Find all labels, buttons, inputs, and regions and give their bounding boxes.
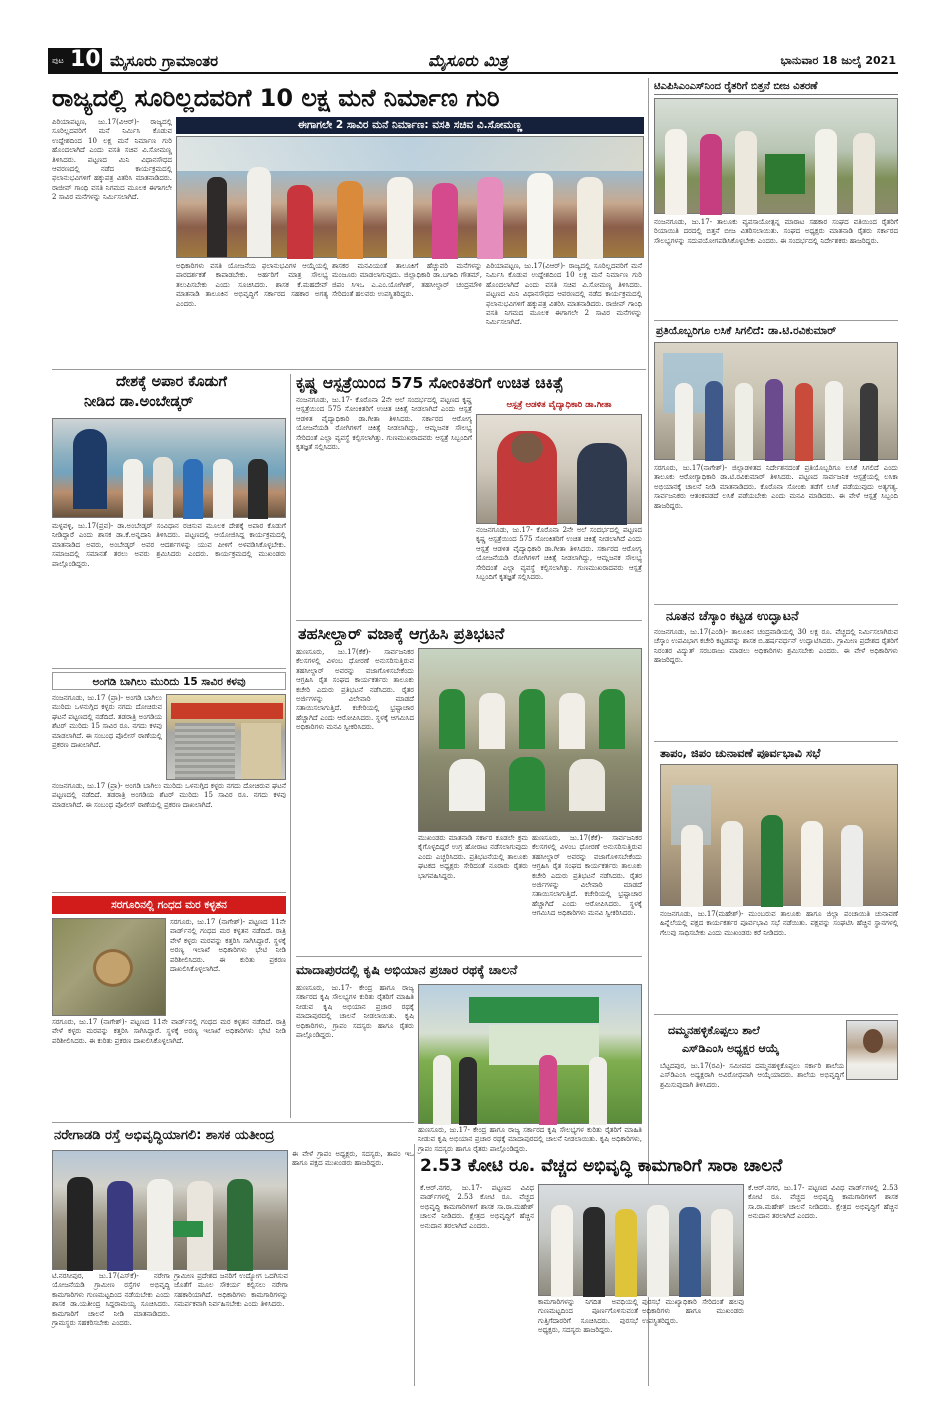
theft-body-b: ನಂಜನಗೂಡು, ಜು.17 (ಪ್ರಾ)- ಅಂಗಡಿ ಬಾಗಿಲು ಮುರಿದು ಒಳನುಗ್ಗಿದ ಕಳ್ಳರು ನಗದು ದೋಚಿರುವ ಘಟನೆ ಪಟ್ಟಣದಲ್ಲಿ ನಡೆದಿದೆ. ತಡರಾತ್ರಿ ಅಂಗಡಿಯ ಶೆಟರ್ ಮುರಿದು 15 ಸಾವಿರ ರೂ. ನಗದು ಕಳವು ಮಾಡಲಾಗಿದೆ. ಈ ಸಂಬಂಧ ಪೊಲೀಸ್ ಠಾಣೆಯಲ್ಲಿ ಪ್ರಕರಣ ದಾಖಲಾಗಿದೆ. [52, 782, 286, 809]
chaskam-body: ನಂಜನಗೂಡು, ಜು.17(ಎಂಡಿ)- ತಾಲೂಕಿನ ಚಂದ್ರವಾಡಿಯಲ್ಲಿ 30 ಲಕ್ಷ ರೂ. ವೆಚ್ಚದಲ್ಲಿ ನಿರ್ಮಿಸಲಾಗಿರುವ ಚೆಸ್ಕಾಂ ಉಪವಿಭಾಗ ಕಚೇರಿ ಕಟ್ಟಡವನ್ನು ಶಾಸಕ ಬಿ.ಹರ್ಷವರ್ಧನ್ ಉದ್ಘಾಟಿಸಿದರು. ಗ್ರಾಮೀಣ ಪ್ರದೇಶದ ರೈತರಿಗೆ ನಿರಂತರ ವಿದ್ಯುತ್ ಸರಬರಾಜು ಮಾಡಲು ಅಧಿಕಾರಿಗಳು ಶ್ರಮಿಸಬೇಕು ಎಂದರು. ಈ ವೇಳೆ ಅಧಿಕಾರಿಗಳು ಹಾಜರಿದ್ದರು. [654, 628, 898, 665]
seeds-headline: ಟಿಎಪಿಸಿಎಂಎಸ್‌ನಿಂದ ರೈತರಿಗೆ ಬಿತ್ತನೆ ಬೀಜ ವಿತರಣೆ [654, 78, 898, 95]
tahsildar-body-b: ಮುಖಂಡರು ಮಾತನಾಡಿ ಸರ್ಕಾರ ಕೂಡಲೇ ಕ್ರಮ ಕೈಗೊಳ್ಳದಿದ್ದರೆ ಉಗ್ರ ಹೋರಾಟ ನಡೆಸಲಾಗುವುದು ಎಂದು ಎಚ್ಚರಿಸಿದರು. ಪ್ರತಿಭಟನೆಯಲ್ಲಿ ತಾಲೂಕು ಘಟಕದ ಅಧ್ಯಕ್ಷರು ಸೇರಿದಂತೆ ನೂರಾರು ರೈತರು ಭಾಗವಹಿಸಿದ್ದರು. [418, 834, 528, 880]
road-body-c: ಈ ವೇಳೆ ಗ್ರಾಪಂ ಅಧ್ಯಕ್ಷರು, ಸದಸ್ಯರು, ತಾಪಂ ಇಒ ಹಾಗೂ ಪಕ್ಷದ ಮುಖಂಡರು ಹಾಜರಿದ್ದರು. [292, 1150, 414, 1168]
ambedkar-body: ಮಳ್ಳವಳ್ಳಿ, ಜು.17(ಪ್ರವ)- ಡಾ.ಅಂಬೇಡ್ಕರ್ ಸಂವಿಧಾನ ರಚಿಸುವ ಮೂಲಕ ದೇಶಕ್ಕೆ ಅಪಾರ ಕೊಡುಗೆ ನೀಡಿದ್ದಾರೆ ಎಂದು ಶಾಸಕ ಡಾ.ಕೆ.ಅನ್ನದಾನಿ ತಿಳಿಸಿದರು. ಪಟ್ಟಣದಲ್ಲಿ ಆಯೋಜಿಸಿದ್ದ ಕಾರ್ಯಕ್ರಮದಲ್ಲಿ ಮಾತನಾಡಿದ ಅವರು, ಅಂಬೇಡ್ಕರ್ ಅವರ ಆದರ್ಶಗಳನ್ನು ಯುವ ಪೀಳಿಗೆ ಅಳವಡಿಸಿಕೊಳ್ಳಬೇಕು. ಸಮಾಜದಲ್ಲಿ ಸಮಾನತೆ ತರಲು ಅವರು ಶ್ರಮಿಸಿದರು ಎಂದರು. ಕಾರ್ಯಕ್ರಮದಲ್ಲಿ ಮುಖಂಡರು ಪಾಲ್ಗೊಂಡಿದ್ದರು. [52, 522, 286, 568]
krishi-photo [418, 984, 642, 1124]
lead-body-b: ಅಧಿಕಾರಿಗಳು ವಸತಿ ಯೋಜನೆಯ ಫಲಾನುಭವಿಗಳ ಆಯ್ಕೆಯಲ್ಲಿ ಪಾರದರ್ಶಕತೆ ಕಾಪಾಡಬೇಕು. ಅರ್ಹರಿಗೆ ಮಾತ್ರ ಸೌಲಭ್ಯ ತಲುಪಿಸಬೇಕು ಎಂದು ಸೂಚಿಸಿದರು. ಶಾಸಕ ಕೆ.ಮಹದೇವ್ ಮಾತನಾಡಿ ತಾಲೂಕಿನ ಅಭಿವೃದ್ಧಿಗೆ ಸರ್ಕಾರದ ಸಹಕಾರ ಅಗತ್ಯ ಎಂದರು. [176, 262, 328, 308]
theft-body: ನಂಜನಗೂಡು, ಜು.17 (ಪ್ರಾ)- ಅಂಗಡಿ ಬಾಗಿಲು ಮುರಿದು ಒಳನುಗ್ಗಿದ ಕಳ್ಳರು ನಗದು ದೋಚಿರುವ ಘಟನೆ ಪಟ್ಟಣದಲ್ಲಿ ನಡೆದಿದೆ. ತಡರಾತ್ರಿ ಅಂಗಡಿಯ ಶೆಟರ್ ಮುರಿದು 15 ಸಾವಿರ ರೂ. ನಗದು ಕಳವು ಮಾಡಲಾಗಿದೆ. ಈ ಸಂಬಂಧ ಪೊಲೀಸ್ ಠಾಣೆಯಲ್ಲಿ ಪ್ರಕರಣ ದಾಖಲಾಗಿದೆ. [52, 694, 162, 750]
vaccine-headline: ಪ್ರತಿಯೊಬ್ಬರಿಗೂ ಲಸಿಕೆ ಸಿಗಲಿದೆ: ಡಾ.ಟಿ.ರವಿಕುಮಾರ್ [656, 325, 837, 337]
school-portrait [846, 1020, 898, 1080]
page-number: 10 [70, 47, 101, 72]
school-body: ಬೆಟ್ಟದಪುರ, ಜು.17(ರವಿ)- ಸಮೀಪದ ದಮ್ಮನಹಳ್ಳಿಕೊಪ್ಪಲು ಸರ್ಕಾರಿ ಶಾಲೆಯ ಎಸ್‌ಡಿಎಂಸಿ ಅಧ್ಯಕ್ಷರಾಗಿ ಅವಿರೋಧವಾಗಿ ಆಯ್ಕೆಯಾದರು. ಶಾಲೆಯ ಅಭಿವೃದ್ಧಿಗೆ ಶ್ರಮಿಸುವುದಾಗಿ ತಿಳಿಸಿದರು. [660, 1062, 844, 1089]
seeds-body: ನಂಜನಗೂಡು, ಜು.17- ತಾಲೂಕು ವ್ಯವಸಾಯೋತ್ಪನ್ನ ಮಾರಾಟ ಸಹಕಾರ ಸಂಘದ ವತಿಯಿಂದ ರೈತರಿಗೆ ರಿಯಾಯಿತಿ ದರದಲ್ಲಿ ಬಿತ್ತನೆ ಬೀಜ ವಿತರಿಸಲಾಯಿತು. ಸಂಘದ ಅಧ್ಯಕ್ಷರು ಮಾತನಾಡಿ ರೈತರು ಸರ್ಕಾರದ ಸೌಲಭ್ಯಗಳನ್ನು ಸದುಪಯೋಗಪಡಿಸಿಕೊಳ್ಳಬೇಕು ಎಂದರು. ಈ ಸಂದರ್ಭದಲ್ಲಿ ನಿರ್ದೇಶಕರು ಹಾಜರಿದ್ದರು. [654, 218, 898, 245]
masthead [48, 48, 898, 74]
page-number-badge [48, 48, 102, 72]
election-photo [660, 764, 898, 906]
tahsildar-headline: ತಹಸೀಲ್ದಾರ್ ವಜಾಕ್ಕೆ ಆಗ್ರಹಿಸಿ ಪ್ರತಿಭಟನೆ [298, 624, 505, 643]
tahsildar-body-c: ಹುಣಸೂರು, ಜು.17(ಕೆಕೆ)- ಸಾರ್ವಜನಿಕರ ಕೆಲಸಗಳಲ್ಲಿ ವಿಳಂಬ ಧೋರಣೆ ಅನುಸರಿಸುತ್ತಿರುವ ತಹಸೀಲ್ದಾರ್ ಅವರನ್ನು ವಜಾಗೊಳಿಸಬೇಕೆಂದು ಆಗ್ರಹಿಸಿ ರೈತ ಸಂಘದ ಕಾರ್ಯಕರ್ತರು ತಾಲೂಕು ಕಚೇರಿ ಎದುರು ಪ್ರತಿಭಟನೆ ನಡೆಸಿದರು. ರೈತರ ಅರ್ಜಿಗಳನ್ನು ವಿಲೇವಾರಿ ಮಾಡದೆ ಸತಾಯಿಸಲಾಗುತ್ತಿದೆ. ಕಚೇರಿಯಲ್ಲಿ ಭ್ರಷ್ಟಾಚಾರ ಹೆಚ್ಚಾಗಿದೆ ಎಂದು ಆರೋಪಿಸಿದರು. ಸ್ಥಳಕ್ಕೆ ಆಗಮಿಸಿದ ಅಧಿಕಾರಿಗಳು ಮನವಿ ಸ್ವೀಕರಿಸಿದರು. [532, 834, 642, 918]
sandal-body: ಸರಗೂರು, ಜು.17 (ನಾಗೇಶ್)- ಪಟ್ಟಣದ 11ನೇ ವಾರ್ಡ್‌ನಲ್ಲಿ ಗಂಧದ ಮರ ಕಳ್ಳತನ ನಡೆದಿದೆ. ರಾತ್ರಿ ವೇಳೆ ಕಳ್ಳರು ಮರವನ್ನು ಕತ್ತರಿಸಿ ಸಾಗಿಸಿದ್ದಾರೆ. ಸ್ಥಳಕ್ಕೆ ಅರಣ್ಯ ಇಲಾಖೆ ಅಧಿಕಾರಿಗಳು ಭೇಟಿ ನೀಡಿ ಪರಿಶೀಲಿಸಿದರು. ಈ ಕುರಿತು ಪ್ರಕರಣ ದಾಖಲಿಸಿಕೊಳ್ಳಲಾಗಿದೆ. [170, 918, 286, 974]
ambedkar-photo [52, 418, 286, 518]
lead-photo [176, 136, 644, 258]
hospital-photo [476, 414, 642, 524]
vaccine-photo [654, 342, 898, 460]
vaccine-body: ಸರಗೂರು, ಜು.17(ನಾಗೇಶ್)- ಜಿಲ್ಲಾಡಳಿತದ ನಿರ್ದೇಶನದಂತೆ ಪ್ರತಿಯೊಬ್ಬರಿಗೂ ಲಸಿಕೆ ಸಿಗಲಿದೆ ಎಂದು ತಾಲೂಕು ಆರೋಗ್ಯಾಧಿಕಾರಿ ಡಾ.ಟಿ.ರವಿಕುಮಾರ್ ತಿಳಿಸಿದರು. ಪಟ್ಟಣದ ಸಾರ್ವಜನಿಕ ಆಸ್ಪತ್ರೆಯಲ್ಲಿ ಲಸಿಕಾ ಅಭಿಯಾನಕ್ಕೆ ಚಾಲನೆ ನೀಡಿ ಮಾತನಾಡಿದರು. ಕೊರೊನಾ ಸೋಂಕು ತಡೆಗೆ ಲಸಿಕೆ ಪಡೆಯುವುದು ಅತ್ಯಗತ್ಯ. ಸಾರ್ವಜನಿಕರು ಆತಂಕಪಡದೆ ಲಸಿಕೆ ಪಡೆಯಬೇಕು ಎಂದು ಮನವಿ ಮಾಡಿದರು. ಈ ವೇಳೆ ಆಸ್ಪತ್ರೆ ಸಿಬ್ಬಂದಿ ಹಾಜರಿದ್ದರು. [654, 464, 898, 510]
lead-body-d: ಪಿರಿಯಾಪಟ್ಟಣ, ಜು.17(ವಿಆರ್)- ರಾಜ್ಯದಲ್ಲಿ ಸೂರಿಲ್ಲದವರಿಗೆ ಮನೆ ನಿರ್ಮಿಸಿ ಕೊಡುವ ಉದ್ದೇಶದಿಂದ 10 ಲಕ್ಷ ಮನೆ ನಿರ್ಮಾಣ ಗುರಿ ಹೊಂದಲಾಗಿದೆ ಎಂದು ವಸತಿ ಸಚಿವ ವಿ.ಸೋಮಣ್ಣ ತಿಳಿಸಿದರು. ಪಟ್ಟಣದ ಮಿನಿ ವಿಧಾನಸೌಧದ ಆವರಣದಲ್ಲಿ ನಡೆದ ಕಾರ್ಯಕ್ರಮದಲ್ಲಿ ಫಲಾನುಭವಿಗಳಿಗೆ ಹಕ್ಕುಪತ್ರ ವಿತರಿಸಿ ಮಾತನಾಡಿದರು. ರಾಜೀವ್ ಗಾಂಧಿ ವಸತಿ ನಿಗಮದ ಮೂಲಕ ಈಗಾಗಲೇ 2 ಸಾವಿರ ಮನೆಗಳನ್ನು ನಿರ್ಮಿಸಲಾಗಿದೆ. [486, 262, 642, 327]
works-body-b: ಕಾಮಗಾರಿಗಳನ್ನು ನಿಗದಿತ ಅವಧಿಯಲ್ಲಿ ಗುಣಮಟ್ಟದಿಂದ ಪೂರ್ಣಗೊಳಿಸುವಂತೆ ಗುತ್ತಿಗೆದಾರರಿಗೆ ಸೂಚಿಸಿದರು. ಪುರಸಭೆ ಅಧ್ಯಕ್ಷರು, ಸದಸ್ಯರು ಹಾಜರಿದ್ದರು. [538, 1298, 638, 1335]
hospital-photo-caption: ಆಸ್ಪತ್ರೆ ಆಡಳಿತ ವೈದ್ಯಾಧಿಕಾರಿ ಡಾ.ಗೀತಾ [476, 398, 642, 412]
works-body-d: ಕೆ.ಆರ್.ನಗರ, ಜು.17- ಪಟ್ಟಣದ ವಿವಿಧ ವಾರ್ಡ್‌ಗಳಲ್ಲಿ 2.53 ಕೋಟಿ ರೂ. ವೆಚ್ಚದ ಅಭಿವೃದ್ಧಿ ಕಾಮಗಾರಿಗಳಿಗೆ ಶಾಸಕ ಸಾ.ರಾ.ಮಹೇಶ್ ಚಾಲನೆ ನೀಡಿದರು. ಕ್ಷೇತ್ರದ ಅಭಿವೃದ್ಧಿಗೆ ಹೆಚ್ಚಿನ ಅನುದಾನ ತರಲಾಗಿದೆ ಎಂದರು. [748, 1184, 898, 1221]
krishi-headline: ಮಾದಾಪುರದಲ್ಲಿ ಕೃಷಿ ಅಭಿಯಾನ ಪ್ರಚಾರ ರಥಕ್ಕೆ ಚಾಲನೆ [296, 962, 518, 977]
hospital-headline: ಕೃಷ್ಣ ಆಸ್ಪತ್ರೆಯಿಂದ 575 ಸೋಂಕಿತರಿಗೆ ಉಚಿತ ಚಿಕಿತ್ಸೆ [296, 374, 564, 392]
lead-subhead: ಈಗಾಗಲೇ 2 ಸಾವಿರ ಮನೆ ನಿರ್ಮಾಣ: ವಸತಿ ಸಚಿವ ವಿ.ಸೋಮಣ್ಣ [176, 117, 644, 134]
paper-name: ಮೈಸೂರು ಮಿತ್ರ [428, 51, 508, 70]
works-body: ಕೆ.ಆರ್.ನಗರ, ಜು.17- ಪಟ್ಟಣದ ವಿವಿಧ ವಾರ್ಡ್‌ಗಳಲ್ಲಿ 2.53 ಕೋಟಿ ರೂ. ವೆಚ್ಚದ ಅಭಿವೃದ್ಧಿ ಕಾಮಗಾರಿಗಳಿಗೆ ಶಾಸಕ ಸಾ.ರಾ.ಮಹೇಶ್ ಚಾಲನೆ ನೀಡಿದರು. ಕ್ಷೇತ್ರದ ಅಭಿವೃದ್ಧಿಗೆ ಹೆಚ್ಚಿನ ಅನುದಾನ ತರಲಾಗಿದೆ ಎಂದರು. [420, 1184, 534, 1230]
seeds-photo [654, 98, 898, 214]
theft-photo [166, 694, 286, 780]
lead-headline: ರಾಜ್ಯದಲ್ಲಿ ಸೂರಿಲ್ಲದವರಿಗೆ 10 ಲಕ್ಷ ಮನೆ ನಿರ್ಮಾಣ ಗುರಿ [52, 84, 500, 112]
theft-headline: ಅಂಗಡಿ ಬಾಗಿಲು ಮುರಿದು 15 ಸಾವಿರ ಕಳವು [52, 672, 286, 690]
sandal-headline: ಸರಗೂರಿನಲ್ಲಿ ಗಂಧದ ಮರ ಕಳ್ಳತನ [52, 896, 286, 914]
tahsildar-body: ಹುಣಸೂರು, ಜು.17(ಕೆಕೆ)- ಸಾರ್ವಜನಿಕರ ಕೆಲಸಗಳಲ್ಲಿ ವಿಳಂಬ ಧೋರಣೆ ಅನುಸರಿಸುತ್ತಿರುವ ತಹಸೀಲ್ದಾರ್ ಅವರನ್ನು ವಜಾಗೊಳಿಸಬೇಕೆಂದು ಆಗ್ರಹಿಸಿ ರೈತ ಸಂಘದ ಕಾರ್ಯಕರ್ತರು ತಾಲೂಕು ಕಚೇರಿ ಎದುರು ಪ್ರತಿಭಟನೆ ನಡೆಸಿದರು. ರೈತರ ಅರ್ಜಿಗಳನ್ನು ವಿಲೇವಾರಿ ಮಾಡದೆ ಸತಾಯಿಸಲಾಗುತ್ತಿದೆ. ಕಚೇರಿಯಲ್ಲಿ ಭ್ರಷ್ಟಾಚಾರ ಹೆಚ್ಚಾಗಿದೆ ಎಂದು ಆರೋಪಿಸಿದರು. ಸ್ಥಳಕ್ಕೆ ಆಗಮಿಸಿದ ಅಧಿಕಾರಿಗಳು ಮನವಿ ಸ್ವೀಕರಿಸಿದರು. [296, 648, 414, 732]
school-headline-2: ಎಸ್‌ಡಿಎಂಸಿ ಅಧ್ಯಕ್ಷರ ಆಯ್ಕೆ [682, 1042, 780, 1055]
road-body-b: ಗ್ರಾಮೀಣ ಪ್ರದೇಶದ ಜನರಿಗೆ ಉದ್ಯೋಗ ಒದಗಿಸುವ ಜೊತೆಗೆ ಮೂಲ ಸೌಕರ್ಯ ಕಲ್ಪಿಸಲು ನರೇಗಾ ಸಹಕಾರಿಯಾಗಿದೆ. ಅಧಿಕಾರಿಗಳು ಕಾಮಗಾರಿಗಳನ್ನು ಸಮರ್ಪಕವಾಗಿ ನಿರ್ವಹಿಸಬೇಕು ಎಂದು ತಿಳಿಸಿದರು. [174, 1272, 288, 1309]
krishi-caption: ಹುಣಸೂರು, ಜು.17- ಕೇಂದ್ರ ಹಾಗೂ ರಾಜ್ಯ ಸರ್ಕಾರದ ಕೃಷಿ ಸೌಲಭ್ಯಗಳ ಕುರಿತು ರೈತರಿಗೆ ಮಾಹಿತಿ ನೀಡುವ ಕೃಷಿ ಅಭಿಯಾನ ಪ್ರಚಾರ ರಥಕ್ಕೆ ಮಾದಾಪುರದಲ್ಲಿ ಚಾಲನೆ ನೀಡಲಾಯಿತು. ಕೃಷಿ ಅಧಿಕಾರಿಗಳು, ಗ್ರಾಪಂ ಸದಸ್ಯರು ಹಾಗೂ ರೈತರು ಪಾಲ್ಗೊಂಡಿದ್ದರು. [418, 1126, 642, 1153]
chaskam-headline: ನೂತನ ಚೆಸ್ಕಾಂ ಕಟ್ಟಡ ಉದ್ಘಾಟನೆ [666, 608, 799, 623]
ambedkar-headline-2: ನೀಡಿದ ಡಾ.ಅಂಬೇಡ್ಕರ್ [84, 394, 194, 410]
hospital-body-b: ನಂಜನಗೂಡು, ಜು.17- ಕೊರೊನಾ 2ನೇ ಅಲೆ ಸಂದರ್ಭದಲ್ಲಿ ಪಟ್ಟಣದ ಕೃಷ್ಣ ಆಸ್ಪತ್ರೆಯಿಂದ 575 ಸೋಂಕಿತರಿಗೆ ಉಚಿತ ಚಿಕಿತ್ಸೆ ನೀಡಲಾಗಿದೆ ಎಂದು ಆಸ್ಪತ್ರೆ ಆಡಳಿತ ವೈದ್ಯಾಧಿಕಾರಿ ಡಾ.ಗೀತಾ ತಿಳಿಸಿದರು. ಸರ್ಕಾರದ ಆರೋಗ್ಯ ಯೋಜನೆಯಡಿ ರೋಗಿಗಳಿಗೆ ಚಿಕಿತ್ಸೆ ನೀಡಲಾಗಿದ್ದು, ಆಮ್ಲಜನಕ ಸೌಲಭ್ಯ ಸೇರಿದಂತೆ ಎಲ್ಲಾ ವ್ಯವಸ್ಥೆ ಕಲ್ಪಿಸಲಾಗಿತ್ತು. ಗುಣಮುಖರಾದವರು ಆಸ್ಪತ್ರೆ ಸಿಬ್ಬಂದಿಗೆ ಕೃತಜ್ಞತೆ ಸಲ್ಲಿಸಿದರು. [476, 526, 642, 582]
tahsildar-photo [418, 648, 642, 832]
works-headline: 2.53 ಕೋಟಿ ರೂ. ವೆಚ್ಚದ ಅಭಿವೃದ್ಧಿ ಕಾಮಗಾರಿಗೆ ಸಾರಾ ಚಾಲನೆ [420, 1156, 783, 1176]
krishi-body: ಹುಣಸೂರು, ಜು.17- ಕೇಂದ್ರ ಹಾಗೂ ರಾಜ್ಯ ಸರ್ಕಾರದ ಕೃಷಿ ಸೌಲಭ್ಯಗಳ ಕುರಿತು ರೈತರಿಗೆ ಮಾಹಿತಿ ನೀಡುವ ಕೃಷಿ ಅಭಿಯಾನ ಪ್ರಚಾರ ರಥಕ್ಕೆ ಮಾದಾಪುರದಲ್ಲಿ ಚಾಲನೆ ನೀಡಲಾಯಿತು. ಕೃಷಿ ಅಧಿಕಾರಿಗಳು, ಗ್ರಾಪಂ ಸದಸ್ಯರು ಹಾಗೂ ರೈತರು ಪಾಲ್ಗೊಂಡಿದ್ದರು. [296, 984, 414, 1040]
works-photo [538, 1184, 744, 1296]
lead-body-c: ಶಾಸಕರ ಮನವಿಯಂತೆ ತಾಲೂಕಿಗೆ ಹೆಚ್ಚುವರಿ ಮನೆಗಳನ್ನು ಮಂಜೂರು ಮಾಡಲಾಗುವುದು. ಜಿಲ್ಲಾಧಿಕಾರಿ ಡಾ.ಬಗಾದಿ ಗೌತಮ್, ಜಿಪಂ ಸಿಇಒ ಎ.ಎಂ.ಯೋಗೀಶ್, ತಹಸೀಲ್ದಾರ್ ಚಂದ್ರಮೌಳಿ ಸೇರಿದಂತೆ ಹಲವರು ಉಪಸ್ಥಿತರಿದ್ದರು. [332, 262, 482, 299]
hospital-body: ನಂಜನಗೂಡು, ಜು.17- ಕೊರೊನಾ 2ನೇ ಅಲೆ ಸಂದರ್ಭದಲ್ಲಿ ಪಟ್ಟಣದ ಕೃಷ್ಣ ಆಸ್ಪತ್ರೆಯಿಂದ 575 ಸೋಂಕಿತರಿಗೆ ಉಚಿತ ಚಿಕಿತ್ಸೆ ನೀಡಲಾಗಿದೆ ಎಂದು ಆಸ್ಪತ್ರೆ ಆಡಳಿತ ವೈದ್ಯಾಧಿಕಾರಿ ಡಾ.ಗೀತಾ ತಿಳಿಸಿದರು. ಸರ್ಕಾರದ ಆರೋಗ್ಯ ಯೋಜನೆಯಡಿ ರೋಗಿಗಳಿಗೆ ಚಿಕಿತ್ಸೆ ನೀಡಲಾಗಿದ್ದು, ಆಮ್ಲಜನಕ ಸೌಲಭ್ಯ ಸೇರಿದಂತೆ ಎಲ್ಲಾ ವ್ಯವಸ್ಥೆ ಕಲ್ಪಿಸಲಾಗಿತ್ತು. ಗುಣಮುಖರಾದವರು ಆಸ್ಪತ್ರೆ ಸಿಬ್ಬಂದಿಗೆ ಕೃತಜ್ಞತೆ ಸಲ್ಲಿಸಿದರು. [296, 396, 472, 452]
road-photo [52, 1150, 288, 1270]
lead-body-a: ಪಿರಿಯಾಪಟ್ಟಣ, ಜು.17(ವಿಆರ್)- ರಾಜ್ಯದಲ್ಲಿ ಸೂರಿಲ್ಲದವರಿಗೆ ಮನೆ ನಿರ್ಮಿಸಿ ಕೊಡುವ ಉದ್ದೇಶದಿಂದ 10 ಲಕ್ಷ ಮನೆ ನಿರ್ಮಾಣ ಗುರಿ ಹೊಂದಲಾಗಿದೆ ಎಂದು ವಸತಿ ಸಚಿವ ವಿ.ಸೋಮಣ್ಣ ತಿಳಿಸಿದರು. ಪಟ್ಟಣದ ಮಿನಿ ವಿಧಾನಸೌಧದ ಆವರಣದಲ್ಲಿ ನಡೆದ ಕಾರ್ಯಕ್ರಮದಲ್ಲಿ ಫಲಾನುಭವಿಗಳಿಗೆ ಹಕ್ಕುಪತ್ರ ವಿತರಿಸಿ ಮಾತನಾಡಿದರು. ರಾಜೀವ್ ಗಾಂಧಿ ವಸತಿ ನಿಗಮದ ಮೂಲಕ ಈಗಾಗಲೇ 2 ಸಾವಿರ ಮನೆಗಳನ್ನು ನಿರ್ಮಿಸಲಾಗಿದೆ. [52, 118, 172, 202]
sandal-photo [52, 918, 166, 1016]
works-body-c: ಪುರಸಭೆ ಮುಖ್ಯಾಧಿಕಾರಿ ಸೇರಿದಂತೆ ಹಲವು ಅಧಿಕಾರಿಗಳು ಹಾಗೂ ಮುಖಂಡರು ಉಪಸ್ಥಿತರಿದ್ದರು. [642, 1298, 744, 1325]
road-body: ಟಿ.ನರಸೀಪುರ, ಜು.17(ಎಸ್‌ಕೆ)- ನರೇಗಾ ಯೋಜನೆಯಡಿ ಗ್ರಾಮೀಣ ರಸ್ತೆಗಳ ಅಭಿವೃದ್ಧಿ ಕಾಮಗಾರಿಗಳು ಗುಣಮಟ್ಟದಿಂದ ನಡೆಯಬೇಕು ಎಂದು ಶಾಸಕ ಡಾ.ಯತೀಂದ್ರ ಸಿದ್ದರಾಮಯ್ಯ ಸೂಚಿಸಿದರು. ಕಾಮಗಾರಿಗೆ ಚಾಲನೆ ನೀಡಿ ಮಾತನಾಡಿದರು. ಗ್ರಾಮಸ್ಥರು ಸಹಕರಿಸಬೇಕು ಎಂದರು. [52, 1272, 170, 1328]
issue-date: ಭಾನುವಾರ 18 ಜುಲೈ 2021 [780, 54, 896, 67]
school-headline-1: ದಮ್ಮನಹಳ್ಳಿಕೊಪ್ಪಲು ಶಾಲೆ [668, 1024, 760, 1037]
road-headline: ನರೇಗಾಡಡಿ ರಸ್ತೆ ಅಭಿವೃದ್ಧಿಯಾಗಲಿ: ಶಾಸಕ ಯತೀಂದ್ರ [54, 1128, 275, 1143]
ambedkar-headline-1: ದೇಶಕ್ಕೆ ಅಪಾರ ಕೊಡುಗೆ [116, 374, 227, 390]
sandal-body-b: ಸರಗೂರು, ಜು.17 (ನಾಗೇಶ್)- ಪಟ್ಟಣದ 11ನೇ ವಾರ್ಡ್‌ನಲ್ಲಿ ಗಂಧದ ಮರ ಕಳ್ಳತನ ನಡೆದಿದೆ. ರಾತ್ರಿ ವೇಳೆ ಕಳ್ಳರು ಮರವನ್ನು ಕತ್ತರಿಸಿ ಸಾಗಿಸಿದ್ದಾರೆ. ಸ್ಥಳಕ್ಕೆ ಅರಣ್ಯ ಇಲಾಖೆ ಅಧಿಕಾರಿಗಳು ಭೇಟಿ ನೀಡಿ ಪರಿಶೀಲಿಸಿದರು. ಈ ಕುರಿತು ಪ್ರಕರಣ ದಾಖಲಿಸಿಕೊಳ್ಳಲಾಗಿದೆ. [52, 1018, 286, 1045]
election-body: ನಂಜನಗೂಡು, ಜು.17(ಮಹೇಶ್)- ಮುಂಬರುವ ತಾಲೂಕು ಹಾಗೂ ಜಿಲ್ಲಾ ಪಂಚಾಯಿತಿ ಚುನಾವಣೆ ಹಿನ್ನೆಲೆಯಲ್ಲಿ ಪಕ್ಷದ ಕಾರ್ಯಕರ್ತರ ಪೂರ್ವಭಾವಿ ಸಭೆ ನಡೆಯಿತು. ಪಕ್ಷವನ್ನು ಸಂಘಟಿಸಿ ಹೆಚ್ಚಿನ ಸ್ಥಾನಗಳಲ್ಲಿ ಗೆಲುವು ಸಾಧಿಸಬೇಕು ಎಂದು ಮುಖಂಡರು ಕರೆ ನೀಡಿದರು. [660, 910, 898, 937]
section-name: ಮೈಸೂರು ಗ್ರಾಮಾಂತರ [110, 52, 219, 70]
page-label: ಪುಟ [52, 56, 64, 65]
election-headline: ತಾಪಂ, ಜಿಪಂ ಚುನಾವಣೆ ಪೂರ್ವಭಾವಿ ಸಭೆ [660, 746, 821, 760]
